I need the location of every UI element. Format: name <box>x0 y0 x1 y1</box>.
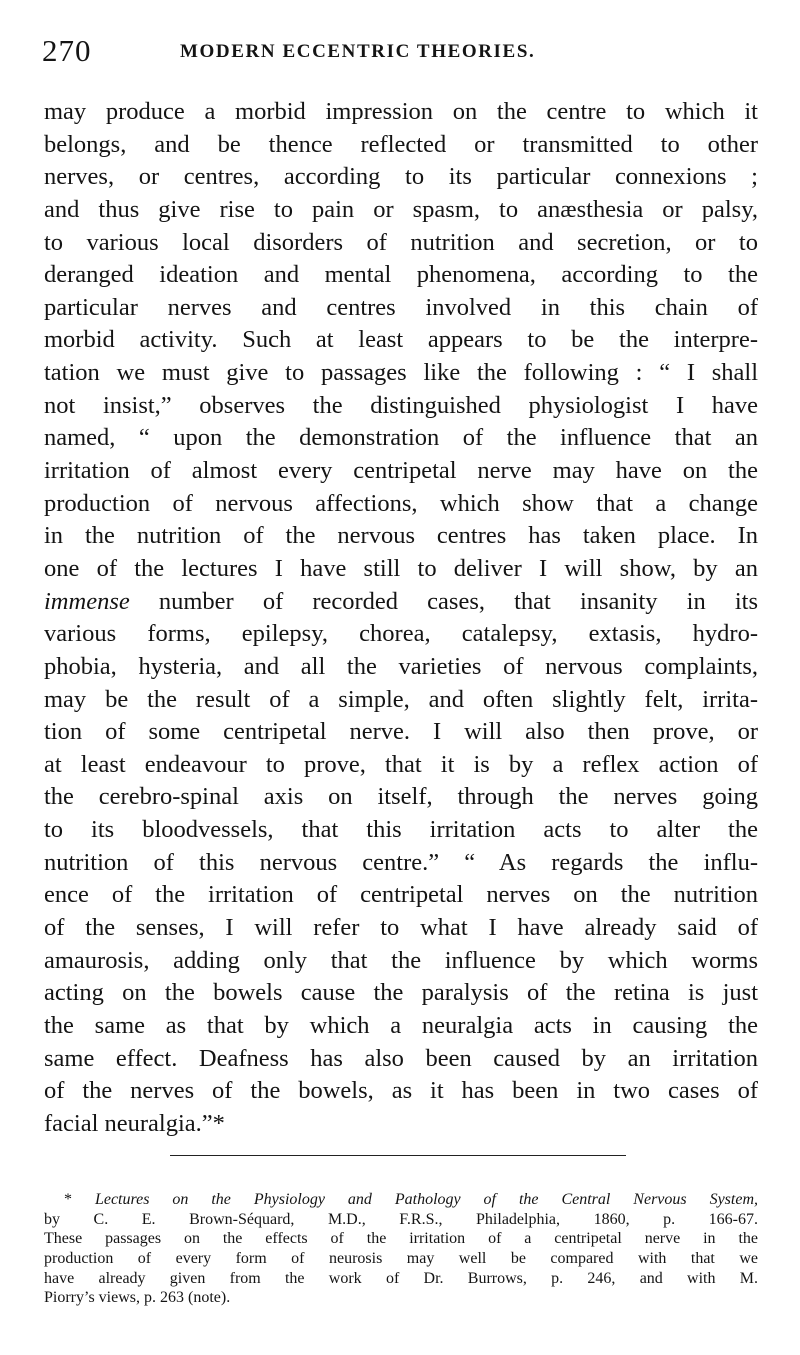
body-text <box>44 96 758 1141</box>
text-line: the cerebro-spinal axis on itself, through the nerves going <box>44 783 758 811</box>
footnote-line: These passages on the effects of the irritation of a centripetal nerve in the <box>44 1230 758 1248</box>
text-line <box>44 586 758 619</box>
text-line: may produce a morbid impression on the centre to which it <box>44 98 758 125</box>
text-line: facial neuralgia.”* <box>44 1109 225 1137</box>
text-line: belongs, and be thence reflected or transmitted to other <box>44 130 758 158</box>
text-line: various forms, epilepsy, chorea, catalepsy, extasis, hydro- <box>44 620 758 648</box>
footnote-line: Piorry’s views, p. 263 (note). <box>44 1289 231 1307</box>
footnote-line: have already given from the work of Dr. Burrows, p. 246, and with M. <box>44 1269 758 1287</box>
text-line: irritation of almost every centripetal nerve may have on the <box>44 457 758 485</box>
text-line: to various local disorders of nutrition and secretion, or to <box>44 228 758 256</box>
footnote <box>44 1190 758 1308</box>
text-line: named, “ upon the demonstration of the influence that an <box>44 424 758 452</box>
text-line: tation we must give to passages like the following : “ I shall <box>44 359 758 387</box>
text-line: one of the lectures I have still to deliver I will show, by an <box>44 554 758 582</box>
text-line: ence of the irritation of centripetal nerves on the nutrition <box>44 881 758 909</box>
text-line-rest: number of recorded cases, that insanity in its <box>129 587 758 615</box>
footnote-title: Lectures on the Physiology and Pathology of the Central Nervous System, <box>94 1191 758 1208</box>
text-line: production of nervous affections, which show that a change <box>44 489 758 517</box>
text-line: tion of some centripetal nerve. I will also then prove, or <box>44 718 758 746</box>
text-line: not insist,” observes the distinguished physiologist I have <box>44 391 758 419</box>
text-line: same effect. Deafness has also been caused by an irritation <box>44 1044 758 1072</box>
text-line: acting on the bowels cause the paralysis of the retina is just <box>44 979 758 1007</box>
running-title: MODERN ECCENTRIC THEORIES. <box>180 41 536 62</box>
text-line: in the nutrition of the nervous centres has taken place. In <box>44 522 758 550</box>
text-line: and thus give rise to pain or spasm, to anæsthesia or palsy, <box>44 195 758 223</box>
text-line: the same as that by which a neuralgia acts in causing the <box>44 1011 758 1039</box>
footnote-marker: * <box>64 1191 95 1208</box>
running-head <box>42 34 758 68</box>
text-line: morbid activity. Such at least appears to be the interpre- <box>44 326 758 354</box>
text-line: of the nerves of the bowels, as it has been in two cases of <box>44 1077 758 1105</box>
text-line: amaurosis, adding only that the influence by which worms <box>44 946 758 974</box>
emphasis-word: immense <box>44 587 130 615</box>
text-line: nerves, or centres, according to its particular connexions ; <box>44 163 758 191</box>
footnote-rule <box>170 1155 626 1156</box>
text-line: deranged ideation and mental phenomena, according to the <box>44 261 758 289</box>
text-line: at least endeavour to prove, that it is by a reflex action of <box>44 750 758 778</box>
text-line: phobia, hysteria, and all the varieties of nervous complaints, <box>44 652 758 680</box>
text-line: to its bloodvessels, that this irritation acts to alter the <box>44 816 758 844</box>
footnote-line <box>44 1190 758 1210</box>
footnote-line: by C. E. Brown-Séquard, M.D., F.R.S., Philadelphia, 1860, p. 166-67. <box>44 1210 758 1228</box>
text-line: nutrition of this nervous centre.” “ As regards the influ- <box>44 848 758 876</box>
text-line: particular nerves and centres involved in this chain of <box>44 293 758 321</box>
page-number: 270 <box>42 33 92 68</box>
text-line: may be the result of a simple, and often slightly felt, irrita- <box>44 685 758 713</box>
text-line: of the senses, I will refer to what I have already said of <box>44 914 758 942</box>
footnote-line: production of every form of neurosis may well be compared with that we <box>44 1250 758 1268</box>
